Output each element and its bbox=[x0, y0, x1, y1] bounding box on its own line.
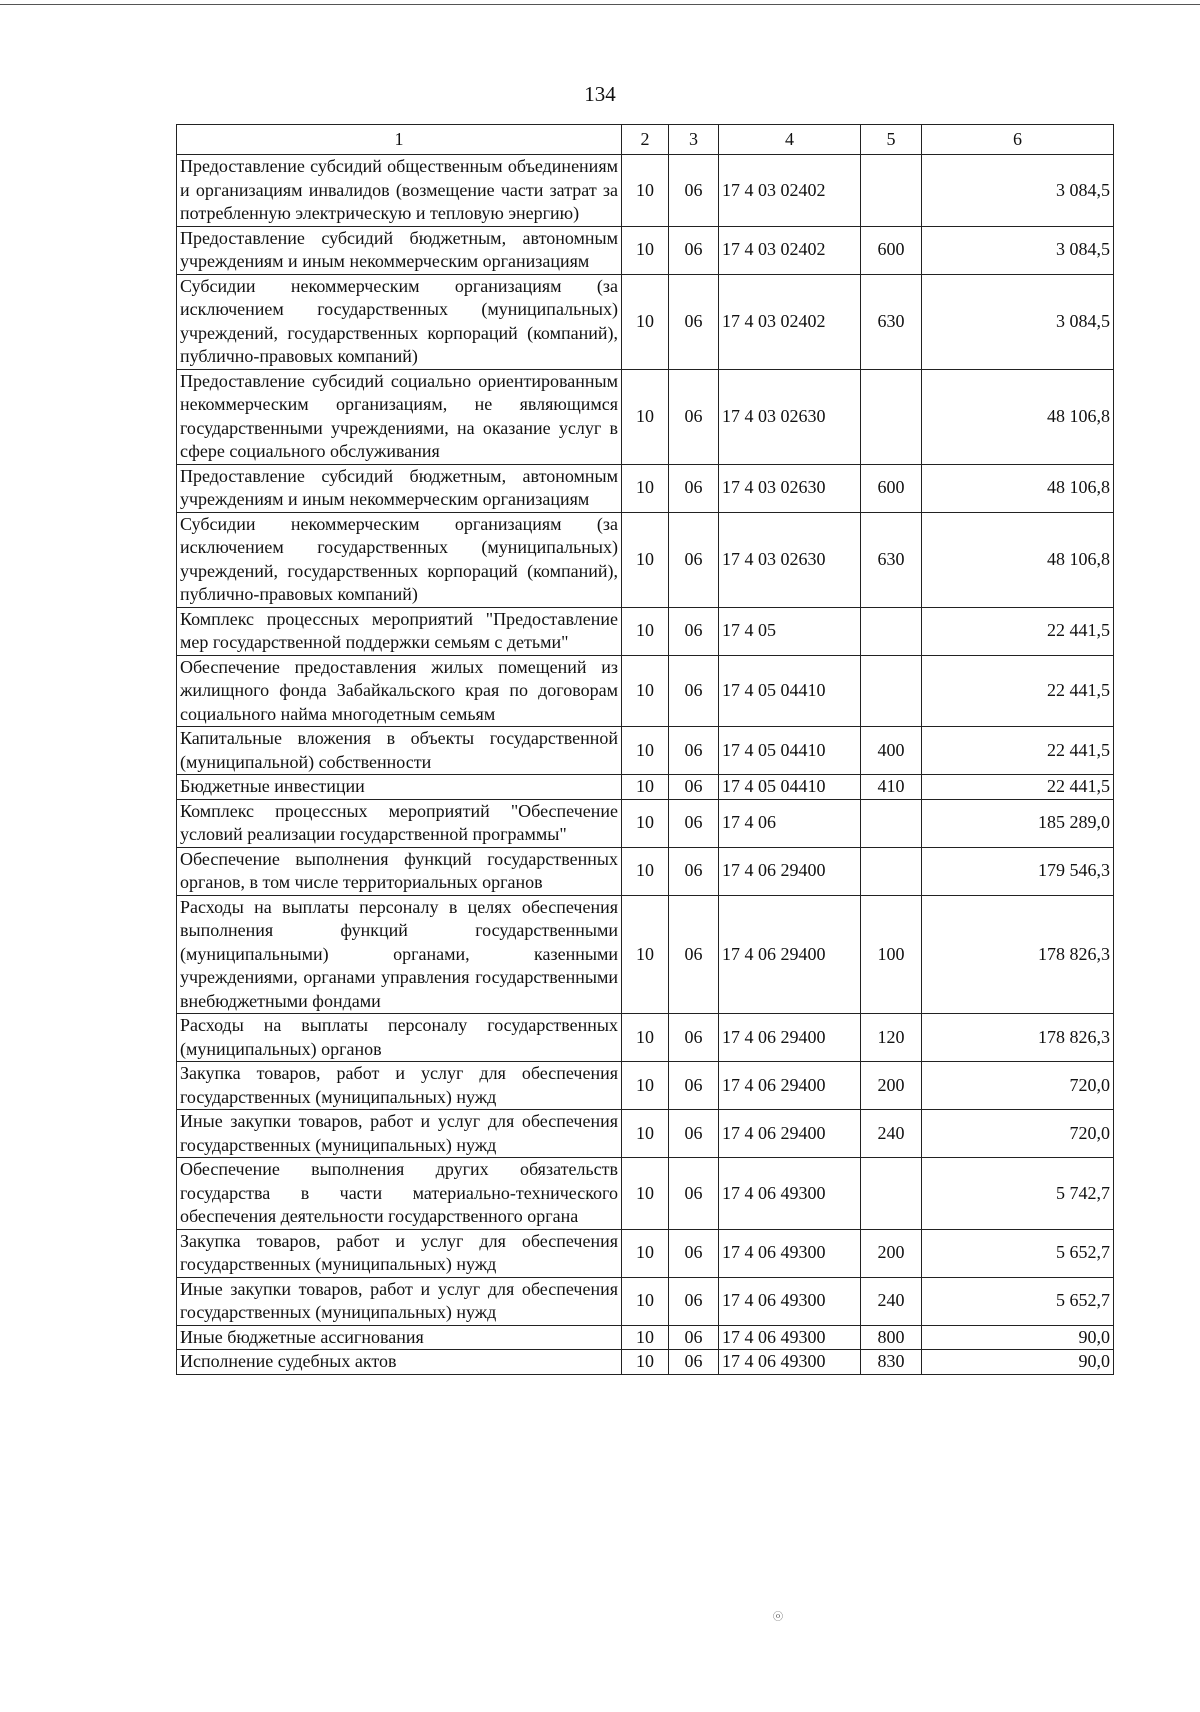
row-name-cell: Обеспечение предоставления жилых помещений из жилищного фонда Забайкальского края по договорам социального найма многодетным семьям bbox=[177, 655, 622, 727]
row-name-cell: Бюджетные инвестиции bbox=[177, 775, 622, 800]
row-subsection-cell: 06 bbox=[669, 847, 719, 895]
row-target-cell: 17 4 06 49300 bbox=[719, 1350, 861, 1375]
table-row bbox=[177, 607, 1114, 655]
row-subsection-cell: 06 bbox=[669, 1277, 719, 1325]
row-name-cell: Расходы на выплаты персоналу государственных (муниципальных) органов bbox=[177, 1014, 622, 1062]
row-subsection-cell: 06 bbox=[669, 1110, 719, 1158]
row-section-cell: 10 bbox=[622, 655, 669, 727]
table-row bbox=[177, 155, 1114, 227]
row-type-cell: 120 bbox=[861, 1014, 922, 1062]
row-sum-cell: 720,0 bbox=[922, 1110, 1114, 1158]
row-name-cell: Иные закупки товаров, работ и услуг для обеспечения государственных (муниципальных) нужд bbox=[177, 1110, 622, 1158]
table-row bbox=[177, 1325, 1114, 1350]
row-subsection-cell: 06 bbox=[669, 655, 719, 727]
row-name-cell: Предоставление субсидий социально ориентированным некоммерческим организациям, не являющимся государственными учреждениями, на оказание услуг в сфере социального обслуживания bbox=[177, 369, 622, 464]
row-target-cell: 17 4 06 49300 bbox=[719, 1277, 861, 1325]
row-sum-cell: 720,0 bbox=[922, 1062, 1114, 1110]
row-subsection-cell: 06 bbox=[669, 226, 719, 274]
row-sum-cell: 5 652,7 bbox=[922, 1229, 1114, 1277]
row-sum-cell: 90,0 bbox=[922, 1325, 1114, 1350]
row-sum-cell: 90,0 bbox=[922, 1350, 1114, 1375]
header-col-3: 3 bbox=[669, 125, 719, 155]
row-target-cell: 17 4 05 bbox=[719, 607, 861, 655]
row-subsection-cell: 06 bbox=[669, 1229, 719, 1277]
row-subsection-cell: 06 bbox=[669, 464, 719, 512]
row-sum-cell: 178 826,3 bbox=[922, 895, 1114, 1014]
row-name-cell: Закупка товаров, работ и услуг для обеспечения государственных (муниципальных) нужд bbox=[177, 1229, 622, 1277]
row-section-cell: 10 bbox=[622, 226, 669, 274]
row-subsection-cell: 06 bbox=[669, 369, 719, 464]
row-target-cell: 17 4 06 49300 bbox=[719, 1158, 861, 1230]
row-target-cell: 17 4 06 49300 bbox=[719, 1325, 861, 1350]
row-sum-cell: 48 106,8 bbox=[922, 512, 1114, 607]
header-col-5: 5 bbox=[861, 125, 922, 155]
row-section-cell: 10 bbox=[622, 369, 669, 464]
row-section-cell: 10 bbox=[622, 1229, 669, 1277]
table-row bbox=[177, 727, 1114, 775]
row-name-cell: Субсидии некоммерческим организациям (за исключением государственных (муниципальных) учреждений, государственных корпораций (компаний), публично-правовых компаний) bbox=[177, 512, 622, 607]
row-subsection-cell: 06 bbox=[669, 1325, 719, 1350]
row-name-cell: Предоставление субсидий бюджетным, автономным учреждениям и иным некоммерческим организациям bbox=[177, 464, 622, 512]
header-row bbox=[177, 125, 1114, 155]
row-sum-cell: 22 441,5 bbox=[922, 775, 1114, 800]
row-type-cell: 400 bbox=[861, 727, 922, 775]
row-name-cell: Иные бюджетные ассигнования bbox=[177, 1325, 622, 1350]
table-row bbox=[177, 895, 1114, 1014]
header-col-2: 2 bbox=[622, 125, 669, 155]
row-sum-cell: 5 652,7 bbox=[922, 1277, 1114, 1325]
table-row bbox=[177, 655, 1114, 727]
table-row bbox=[177, 1158, 1114, 1230]
row-section-cell: 10 bbox=[622, 512, 669, 607]
header-col-4: 4 bbox=[719, 125, 861, 155]
table-row bbox=[177, 1062, 1114, 1110]
header-col-6: 6 bbox=[922, 125, 1114, 155]
row-type-cell: 800 bbox=[861, 1325, 922, 1350]
table-row bbox=[177, 226, 1114, 274]
table-row bbox=[177, 369, 1114, 464]
row-section-cell: 10 bbox=[622, 1110, 669, 1158]
row-name-cell: Расходы на выплаты персоналу в целях обеспечения выполнения функций государственными (муниципальными) органами, казенными учреждениями, органами управления государственными внебюджетными фондами bbox=[177, 895, 622, 1014]
row-type-cell: 240 bbox=[861, 1110, 922, 1158]
row-subsection-cell: 06 bbox=[669, 1350, 719, 1375]
row-name-cell: Субсидии некоммерческим организациям (за исключением государственных (муниципальных) учреждений, государственных корпораций (компаний), публично-правовых компаний) bbox=[177, 274, 622, 369]
row-target-cell: 17 4 03 02630 bbox=[719, 369, 861, 464]
row-subsection-cell: 06 bbox=[669, 727, 719, 775]
budget-table bbox=[176, 124, 1114, 1375]
row-subsection-cell: 06 bbox=[669, 895, 719, 1014]
row-type-cell: 410 bbox=[861, 775, 922, 800]
table-row bbox=[177, 799, 1114, 847]
table-row bbox=[177, 1350, 1114, 1375]
row-type-cell: 240 bbox=[861, 1277, 922, 1325]
row-name-cell: Предоставление субсидий бюджетным, автономным учреждениям и иным некоммерческим организациям bbox=[177, 226, 622, 274]
row-type-cell bbox=[861, 847, 922, 895]
row-target-cell: 17 4 06 29400 bbox=[719, 1014, 861, 1062]
row-target-cell: 17 4 03 02630 bbox=[719, 512, 861, 607]
table-body bbox=[177, 155, 1114, 1375]
row-section-cell: 10 bbox=[622, 1350, 669, 1375]
table-row bbox=[177, 775, 1114, 800]
row-type-cell: 600 bbox=[861, 464, 922, 512]
row-section-cell: 10 bbox=[622, 1062, 669, 1110]
row-target-cell: 17 4 06 29400 bbox=[719, 847, 861, 895]
row-name-cell: Предоставление субсидий общественным объединениям и организациям инвалидов (возмещение части затрат за потребленную электрическую и тепловую энергию) bbox=[177, 155, 622, 227]
row-name-cell: Капитальные вложения в объекты государственной (муниципальной) собственности bbox=[177, 727, 622, 775]
row-section-cell: 10 bbox=[622, 607, 669, 655]
footer-mark: ⓞ bbox=[773, 1612, 783, 1623]
page-number: 134 bbox=[584, 82, 616, 106]
row-section-cell: 10 bbox=[622, 464, 669, 512]
row-sum-cell: 179 546,3 bbox=[922, 847, 1114, 895]
row-section-cell: 10 bbox=[622, 155, 669, 227]
row-target-cell: 17 4 06 29400 bbox=[719, 1062, 861, 1110]
row-sum-cell: 48 106,8 bbox=[922, 464, 1114, 512]
row-target-cell: 17 4 06 49300 bbox=[719, 1229, 861, 1277]
row-name-cell: Закупка товаров, работ и услуг для обеспечения государственных (муниципальных) нужд bbox=[177, 1062, 622, 1110]
row-type-cell: 830 bbox=[861, 1350, 922, 1375]
row-section-cell: 10 bbox=[622, 1325, 669, 1350]
row-type-cell: 200 bbox=[861, 1229, 922, 1277]
row-type-cell: 100 bbox=[861, 895, 922, 1014]
row-section-cell: 10 bbox=[622, 1014, 669, 1062]
row-subsection-cell: 06 bbox=[669, 799, 719, 847]
row-type-cell: 600 bbox=[861, 226, 922, 274]
table-row bbox=[177, 1277, 1114, 1325]
row-target-cell: 17 4 05 04410 bbox=[719, 775, 861, 800]
row-name-cell: Обеспечение выполнения других обязательств государства в части материально-технического обеспечения деятельности государственного органа bbox=[177, 1158, 622, 1230]
row-type-cell: 630 bbox=[861, 512, 922, 607]
row-target-cell: 17 4 03 02402 bbox=[719, 155, 861, 227]
table-row bbox=[177, 464, 1114, 512]
row-section-cell: 10 bbox=[622, 727, 669, 775]
row-name-cell: Комплекс процессных мероприятий "Обеспечение условий реализации государственной программы" bbox=[177, 799, 622, 847]
table-row bbox=[177, 1229, 1114, 1277]
row-subsection-cell: 06 bbox=[669, 274, 719, 369]
row-type-cell: 200 bbox=[861, 1062, 922, 1110]
row-target-cell: 17 4 03 02630 bbox=[719, 464, 861, 512]
page-number-wrapper bbox=[0, 82, 1200, 107]
table-row bbox=[177, 1110, 1114, 1158]
table-row bbox=[177, 512, 1114, 607]
row-name-cell: Комплекс процессных мероприятий "Предоставление мер государственной поддержки семьям с детьми" bbox=[177, 607, 622, 655]
table-row bbox=[177, 1014, 1114, 1062]
row-sum-cell: 178 826,3 bbox=[922, 1014, 1114, 1062]
row-section-cell: 10 bbox=[622, 895, 669, 1014]
row-sum-cell: 5 742,7 bbox=[922, 1158, 1114, 1230]
row-target-cell: 17 4 03 02402 bbox=[719, 274, 861, 369]
row-section-cell: 10 bbox=[622, 274, 669, 369]
row-subsection-cell: 06 bbox=[669, 512, 719, 607]
row-section-cell: 10 bbox=[622, 1277, 669, 1325]
row-name-cell: Иные закупки товаров, работ и услуг для обеспечения государственных (муниципальных) нужд bbox=[177, 1277, 622, 1325]
row-target-cell: 17 4 06 bbox=[719, 799, 861, 847]
row-target-cell: 17 4 03 02402 bbox=[719, 226, 861, 274]
row-name-cell: Исполнение судебных актов bbox=[177, 1350, 622, 1375]
row-type-cell bbox=[861, 369, 922, 464]
table-row bbox=[177, 274, 1114, 369]
row-type-cell bbox=[861, 1158, 922, 1230]
row-subsection-cell: 06 bbox=[669, 1014, 719, 1062]
table-header bbox=[177, 125, 1114, 155]
row-target-cell: 17 4 06 29400 bbox=[719, 1110, 861, 1158]
row-type-cell bbox=[861, 799, 922, 847]
row-subsection-cell: 06 bbox=[669, 1062, 719, 1110]
row-type-cell: 630 bbox=[861, 274, 922, 369]
row-sum-cell: 22 441,5 bbox=[922, 655, 1114, 727]
row-sum-cell: 3 084,5 bbox=[922, 226, 1114, 274]
row-sum-cell: 185 289,0 bbox=[922, 799, 1114, 847]
row-type-cell bbox=[861, 607, 922, 655]
row-sum-cell: 22 441,5 bbox=[922, 607, 1114, 655]
row-target-cell: 17 4 05 04410 bbox=[719, 727, 861, 775]
row-subsection-cell: 06 bbox=[669, 1158, 719, 1230]
row-sum-cell: 3 084,5 bbox=[922, 155, 1114, 227]
row-target-cell: 17 4 06 29400 bbox=[719, 895, 861, 1014]
row-subsection-cell: 06 bbox=[669, 155, 719, 227]
row-section-cell: 10 bbox=[622, 1158, 669, 1230]
header-col-1: 1 bbox=[177, 125, 622, 155]
row-section-cell: 10 bbox=[622, 775, 669, 800]
row-section-cell: 10 bbox=[622, 799, 669, 847]
top-rule bbox=[0, 4, 1200, 5]
row-section-cell: 10 bbox=[622, 847, 669, 895]
row-type-cell bbox=[861, 655, 922, 727]
row-subsection-cell: 06 bbox=[669, 607, 719, 655]
row-subsection-cell: 06 bbox=[669, 775, 719, 800]
row-sum-cell: 22 441,5 bbox=[922, 727, 1114, 775]
table-row bbox=[177, 847, 1114, 895]
row-target-cell: 17 4 05 04410 bbox=[719, 655, 861, 727]
row-sum-cell: 48 106,8 bbox=[922, 369, 1114, 464]
row-type-cell bbox=[861, 155, 922, 227]
row-name-cell: Обеспечение выполнения функций государственных органов, в том числе территориальных органов bbox=[177, 847, 622, 895]
row-sum-cell: 3 084,5 bbox=[922, 274, 1114, 369]
